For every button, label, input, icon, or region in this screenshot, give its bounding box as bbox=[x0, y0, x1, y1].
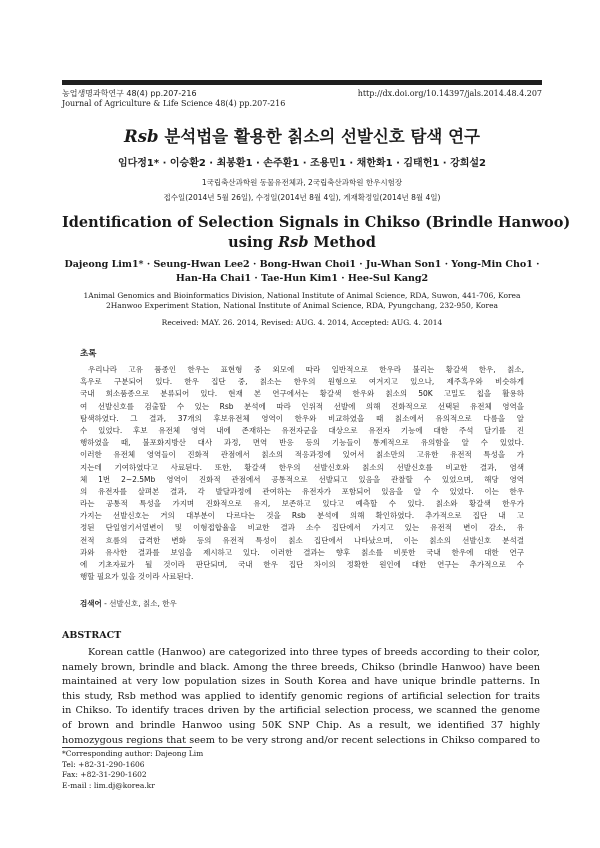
english-affiliation2: 2Hanwoo Experiment Station, National Institute of Animal Science, RDA, Pyungchang, 232-950, Korea bbox=[105, 301, 499, 310]
abstract-ko-line: 흑우로 구분되어 있다. 한우 집단 중, 칡소는 한우의 원형으로 여겨지고 있으나, 제주흑우와 비슷하게 bbox=[80, 377, 524, 387]
abstract-ko-line: 지는데 기여하였다고 사료된다. 또한, 황갈색 한우의 선발신호와 칡소의 선발신호를 비교한 결과, 염색 bbox=[80, 462, 524, 472]
abstract-ko-line: 과와 유사한 결과를 보임을 제시하고 있다. 이러한 결과는 향후 칡소를 비롯한 국내 한우에 대한 연구 bbox=[80, 547, 524, 557]
abstract-ko-line: 체 1번 2~2.5Mb 영역이 진화적 관점에서 공통적으로 선발되고 있음을 관찰할 수 있었으며, 해당 영역 bbox=[80, 474, 524, 484]
abstract-en-line: this study, Rsb method was applied to identify genomic regions of artificial selection for traits bbox=[62, 690, 540, 702]
abstract-en-line: homozygous regions that seem to be very strong and/or recent selections in Chikso compared to bbox=[62, 734, 540, 746]
abstract-ko-line: 이러한 유전체 영역들이 진화적 관점에서 칡소의 적응과정에 있어서 칡소만의 고유한 유전적 특성을 가 bbox=[80, 450, 524, 460]
english-authors-line1: Dajeong Lim1* · Seung-Hwan Lee2 · Bong-Hwan Choi1 · Ju-Whan Son1 · Yong-Min Cho1 · bbox=[64, 259, 540, 270]
english-title-pre: using bbox=[228, 234, 279, 251]
abstract-en-line: namely brown, brindle and black. Among the three breeds, Chikso (brindle Hanwoo) have been bbox=[62, 661, 540, 673]
abstract-ko-line: 정된 단일염기서열변이 및 이형접합율을 비교한 결과 소수 집단에서 가지고 있는 유전적 변이 감소, 유 bbox=[80, 523, 524, 533]
korean-authors: 임다정1* · 이승환2 · 최봉환1 · 손주환1 · 조용민1 · 채한화1 · 김태헌1 · 강희설2 bbox=[117, 158, 487, 169]
header-bar bbox=[62, 80, 542, 85]
korean-title bbox=[62, 127, 542, 147]
author-fax: Fax: +82-31-290-1602 bbox=[62, 770, 147, 779]
english-affiliation1: 1Animal Genomics and Bioinformatics Division, National Institute of Animal Science, RDA, Suwon, 441-706, Korea bbox=[83, 291, 521, 300]
abstract-ko-line: 행하였을 때, 불포화지방산 대사 과정, 면역 반응 등의 기능들이 통계적으로 유의함을 알 수 있었다. bbox=[80, 438, 524, 448]
abstract-ko-line: 의 유전자를 살펴본 결과, 각 발달과정에 관여하는 유전자가 포함되어 있음을 알 수 있었다. 이는 한우 bbox=[80, 486, 524, 496]
doi-link[interactable]: http://dx.doi.org/10.14397/jals.2014.48.4.207 bbox=[357, 89, 542, 98]
abstract-ko-line: 전적 흐름의 급격한 변화 등의 유전적 특성이 칡소 집단에서 나타났으며, 이는 칡소의 선발신호 분석결 bbox=[80, 535, 524, 545]
english-authors-line2: Han-Ha Chai1 · Tae-Hun Kim1 · Hee-Sul Kang2 bbox=[175, 273, 429, 284]
korean-title-italic: Rsb bbox=[124, 127, 159, 146]
english-title-line1: Identification of Selection Signals in Chikso (Brindle Hanwoo) bbox=[62, 214, 571, 231]
abstract-en-line: of brown and brindle Hanwoo using 50K SNP Chip. As a result, we identified 37 highly bbox=[62, 719, 540, 731]
author-email[interactable]: E-mail : lim.dj@korea.kr bbox=[62, 780, 155, 790]
english-title-post: Method bbox=[308, 234, 376, 251]
abstract-ko-line: 여 선발신호를 검출할 수 있는 Rsb 분석에 따라 인위적 선발에 의해 진화적으로 선택된 유전체 영역을 bbox=[80, 401, 524, 411]
abstract-ko-line: 국내 희소품종으로 분류되어 있다. 현재 본 연구에서는 황갈색 한우와 칡소의 50K 고밀도 칩을 활용하 bbox=[80, 389, 524, 399]
abstract-ko-line: 에 기초자료가 될 것이라 판단되며, 국내 한우 집단 차이의 정확한 원인에 대한 연구는 추가적으로 수 bbox=[80, 560, 524, 569]
abstract-ko-line: 가지는 선발신호는 거의 대부분이 다르다는 것을 Rsb 분석에 의해 확인하였다. 추가적으로 집단 내 고 bbox=[80, 511, 524, 521]
korean-abstract-body bbox=[80, 364, 524, 583]
english-dates: Received: MAY. 26. 2014, Revised: AUG. 4. 2014, Accepted: AUG. 4. 2014 bbox=[161, 318, 443, 327]
abstract-en-line: Korean cattle (Hanwoo) are categorized into three types of breeds according to their color, bbox=[88, 647, 540, 658]
keywords-label: 검색어 bbox=[80, 599, 102, 608]
abstract-en-line: in Chikso. To identify traces driven by the artificial selection process, we scanned the genome bbox=[62, 705, 540, 717]
korean-title-rest: 분석법을 활용한 칡소의 선발신호 탐색 연구 bbox=[158, 127, 480, 146]
header-line bbox=[62, 89, 542, 99]
english-abstract-heading: ABSTRACT bbox=[62, 630, 122, 641]
english-abstract-body bbox=[62, 646, 540, 748]
abstract-en-line: maintained at very low population sizes in South Korea and have unique brindle patterns. In bbox=[62, 676, 540, 688]
footnote bbox=[62, 749, 203, 791]
korean-abstract-heading: 초록 bbox=[80, 349, 97, 359]
keywords bbox=[80, 598, 177, 609]
author-tel: Tel: +82-31-290-1606 bbox=[62, 759, 145, 769]
abstract-ko-line: 수 있었다. 후보 유전체 영역 내에 존재하는 유전자군을 대상으로 유전자 기능에 대한 주석 달기를 진 bbox=[80, 425, 524, 435]
abstract-ko-line: 라는 공통적 특성을 가지며 진화적으로 유지, 보존하고 있다고 예측할 수 있다. 칡소와 황갈색 한우가 bbox=[80, 499, 524, 509]
keywords-text: - 선발신호, 칡소, 한우 bbox=[101, 599, 177, 608]
journal-korean-volume: 농업생명과학연구 48(4) pp.207-216 bbox=[62, 89, 197, 98]
abstract-ko-line: 탐색하였다. 그 결과, 37개의 후보유전체 영역이 한우와 비교하였을 때 칡소에서 유의적으로 다름을 알 bbox=[80, 413, 524, 423]
abstract-ko-line: 우리나라 고유 품종인 한우는 표현형 중 외모에 따라 일반적으로 한우라 불리는 황갈색 한우, 칡소, bbox=[88, 365, 524, 374]
journal-english-volume: Journal of Agriculture & Life Science 48(4) pp.207-216 bbox=[62, 99, 286, 108]
corresponding-author: *Corresponding author: Dajeong Lim bbox=[62, 749, 204, 758]
footnote-rule bbox=[62, 747, 192, 748]
korean-affiliations: 1국립축산과학원 동물유전체과, 2국립축산과학원 한우시험장 bbox=[201, 178, 403, 187]
english-title-line2 bbox=[62, 233, 542, 253]
english-title-italic: Rsb bbox=[278, 234, 309, 251]
korean-dates: 접수일(2014년 5월 26일), 수정일(2014년 8월 4일), 게재확정일(2014년 8월 4일) bbox=[163, 193, 441, 202]
abstract-ko-line: 행할 필요가 있을 것이라 사료된다. bbox=[80, 572, 194, 582]
